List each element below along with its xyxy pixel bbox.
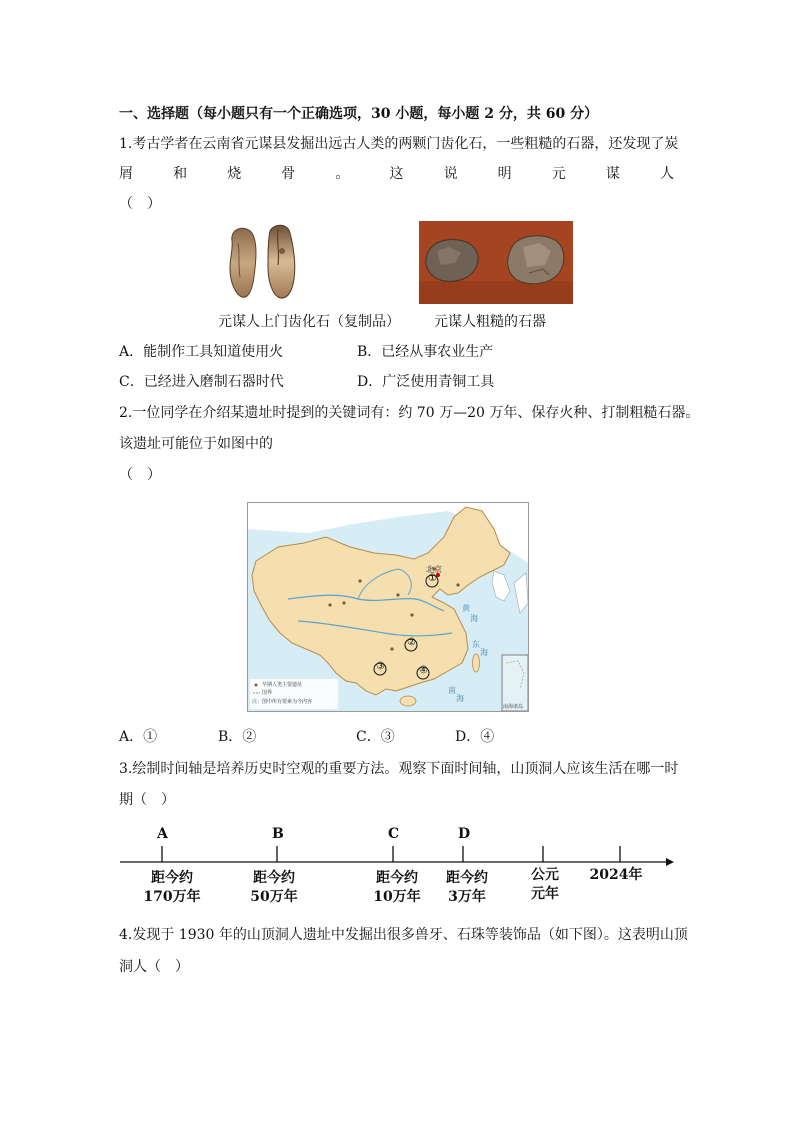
timeline-time-6 (588, 866, 644, 885)
time-line2: 元年 (531, 886, 559, 902)
inset-label: 南海诸岛 (503, 704, 524, 710)
sea-label-east-1: 东 (472, 640, 480, 649)
time-line1: 距今约 (253, 870, 295, 886)
q1-stem-line2 (119, 164, 674, 184)
sea-label-south-1: 南 (448, 686, 456, 695)
timeline-time-3 (367, 869, 427, 907)
sea-label-east-2: 海 (480, 648, 488, 657)
legend-sites: 早期人类主要遗址 (262, 682, 303, 688)
q1-char: 说 (443, 166, 458, 182)
q1-char: 这 (389, 166, 404, 182)
q1-char: 屑 (119, 166, 133, 182)
sea-label-yellow-1: 黄 (462, 604, 470, 613)
sea-label-yellow-2: 海 (470, 614, 478, 623)
q1-char: 骨 (281, 166, 296, 182)
timeline-label-c: C (388, 826, 400, 842)
q2-option-b[interactable]: B．② (218, 729, 257, 745)
q1-stem-line1: 1.考古学者在云南省元谋县发掘出远古人类的两颗门齿化石，一些粗糙的石器，还发现了炭 (119, 136, 679, 152)
timeline-label-a: A (157, 826, 168, 842)
q2-answer-paren: （ ） (119, 467, 161, 483)
q1-char: 人 (659, 166, 674, 182)
time-line2: 50万年 (250, 889, 298, 905)
sea-label-south-2: 海 (456, 694, 464, 703)
caption-stone-tools: 元谋人粗糙的石器 (434, 314, 546, 330)
q1-char: 谋 (605, 166, 620, 182)
timeline-time-5 (521, 866, 569, 904)
timeline-time-4 (437, 869, 497, 907)
q2-stem-line2: 该遗址可能位于如图中的 (119, 436, 273, 452)
q1-char: 。 (335, 166, 350, 182)
timeline-time-2 (244, 869, 304, 907)
q3-stem-line1: 3.绘制时间轴是培养历史时空观的重要方法。观察下面时间轴，山顶洞人应该生活在哪一时 (119, 761, 679, 777)
q1-answer-paren: （ ） (119, 196, 161, 212)
q4-stem-line2: 洞人（ ） (119, 959, 189, 975)
q2-option-a[interactable]: A．① (119, 729, 158, 745)
time-line2: 3万年 (448, 889, 486, 905)
q1-option-b[interactable]: B．已经从事农业生产 (357, 344, 494, 360)
time-line2: 10万年 (373, 889, 421, 905)
q2-option-c[interactable]: C．③ (356, 729, 395, 745)
q2-stem-line1: 2.一位同学在介绍某遗址时提到的关键词有：约 70 万—20 万年、保存火种、打制粗糙石器。 (119, 405, 700, 421)
q1-char: 烧 (227, 166, 242, 182)
map-marker-3: ③ (376, 661, 385, 672)
time-line1: 距今约 (446, 870, 488, 886)
time-line2: 170万年 (143, 889, 201, 905)
section-title: 一、选择题（每小题只有一个正确选项，30 小题，每小题 2 分，共 60 分） (119, 106, 599, 122)
q2-option-d[interactable]: D．④ (455, 729, 495, 745)
china-map (247, 502, 529, 712)
stone-tools-photo (419, 221, 573, 304)
time-line1: 距今约 (376, 870, 418, 886)
map-marker-1: ① (428, 573, 437, 584)
q4-stem-line1: 4.发现于 1930 年的山顶洞人遗址中发掘出很多兽牙、石珠等装饰品（如下图）。这表明山顶 (119, 927, 688, 943)
time-line1: 2024年 (589, 867, 643, 883)
q1-option-a[interactable]: A．能制作工具知道使用火 (119, 344, 284, 360)
map-marker-2: ② (407, 637, 416, 648)
q1-char: 明 (497, 166, 512, 182)
timeline-label-b: B (272, 826, 284, 842)
q3-stem-line2: 期（ ） (119, 792, 175, 808)
teeth-fossil-photo (218, 221, 308, 303)
time-line1: 距今约 (151, 870, 193, 886)
q1-option-d[interactable]: D．广泛使用青铜工具 (357, 374, 495, 390)
map-marker-4: ④ (419, 665, 428, 676)
caption-teeth: 元谋人上门齿化石（复制品） (218, 314, 400, 330)
q1-char: 元 (551, 166, 566, 182)
beijing-label: 北京 (426, 565, 442, 574)
legend-border: 国界 (262, 690, 273, 696)
legend-note: 注：图中所有要素为今内容 (252, 699, 313, 705)
q1-char: 和 (173, 166, 188, 182)
timeline-time-1 (138, 869, 206, 907)
timeline-label-d: D (458, 826, 471, 842)
time-line1: 公元 (531, 867, 559, 883)
q1-option-c[interactable]: C．已经进入磨制石器时代 (119, 374, 284, 390)
